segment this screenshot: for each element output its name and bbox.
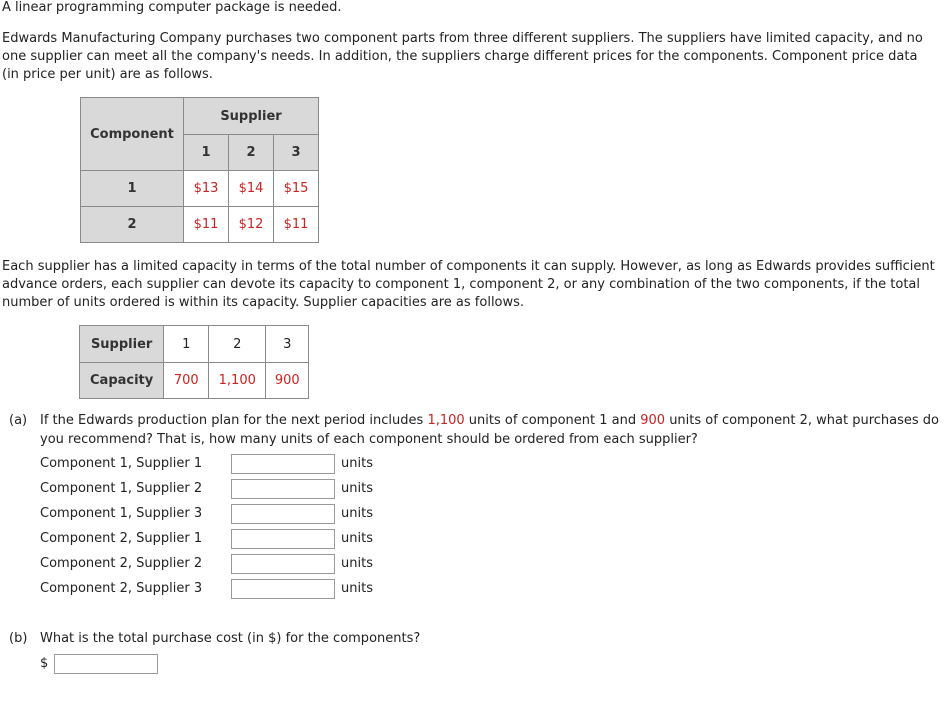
capacity-value: 1,100 [209,363,266,399]
c1-s3-input[interactable] [231,504,335,524]
answer-row-label: Component 2, Supplier 1 [40,531,203,546]
part-a-label: (a) [9,413,28,428]
price-cell: $14 [229,171,274,207]
intro-text: A linear programming computer package is needed. [2,0,342,15]
price-cell: $12 [229,207,274,243]
supplier-number: 2 [229,135,274,171]
units-label: units [341,506,373,521]
supplier-number: 1 [184,135,229,171]
supplier-header: Supplier [184,98,319,135]
cap-supplier-number: 1 [164,326,209,363]
units-label: units [341,581,373,596]
price-table [80,97,319,243]
answer-row-label: Component 1, Supplier 2 [40,481,203,496]
capacity-value: 900 [266,363,309,399]
component-1-quantity: 1,100 [427,413,465,428]
units-label: units [341,456,373,471]
units-label: units [341,556,373,571]
part-b-question: What is the total purchase cost (in $) for the components? [40,631,421,646]
units-label: units [341,481,373,496]
cap-supplier-number: 2 [209,326,266,363]
c2-s2-input[interactable] [231,554,335,574]
part-a-text: units of component 2, what purchases do you recommend? That is, how many units of each component should be ordered from each supplier? [40,413,940,447]
part-a-text: units of component 1 and [464,413,641,428]
answer-row-label: Component 1, Supplier 3 [40,506,203,521]
component-header: Component [81,98,184,171]
cap-supplier-number: 3 [266,326,309,363]
dollar-sign: $ [40,656,49,671]
cap-supplier-header: Supplier [80,326,164,363]
supplier-number: 3 [274,135,319,171]
part-a-question [40,411,940,449]
answer-row-label: Component 2, Supplier 2 [40,556,203,571]
part-a-text: If the Edwards production plan for the next period includes [40,413,428,428]
capacity-header: Capacity [80,363,164,399]
capacity-table [79,325,309,399]
price-cell: $15 [274,171,319,207]
part-b-label: (b) [9,631,28,646]
problem-paragraph: Edwards Manufacturing Company purchases two component parts from three different suppliers. The suppliers have limited capacity, and no one supplier can meet all the company's needs. In addition, the suppliers charge different prices for the components. Component price data (in price per unit) are as follows. [2,31,923,82]
total-cost-input[interactable] [54,654,158,674]
price-cell: $13 [184,171,229,207]
price-cell: $11 [184,207,229,243]
c1-s2-input[interactable] [231,479,335,499]
component-2-quantity: 900 [640,413,666,428]
c2-s3-input[interactable] [231,579,335,599]
component-label: 1 [81,171,184,207]
units-label: units [341,531,373,546]
capacity-paragraph: Each supplier has a limited capacity in terms of the total number of components it can supply. However, as long as Edwards provides sufficient advance orders, each supplier can devote its capacity to component 1, component 2, or any combination of the two components, if the total number of units ordered is within its capacity. Supplier capacities are as follows. [2,259,935,310]
answer-row-label: Component 1, Supplier 1 [40,456,203,471]
c2-s1-input[interactable] [231,529,335,549]
component-label: 2 [81,207,184,243]
answer-row-label: Component 2, Supplier 3 [40,581,203,596]
c1-s1-input[interactable] [231,454,335,474]
price-cell: $11 [274,207,319,243]
capacity-value: 700 [164,363,209,399]
